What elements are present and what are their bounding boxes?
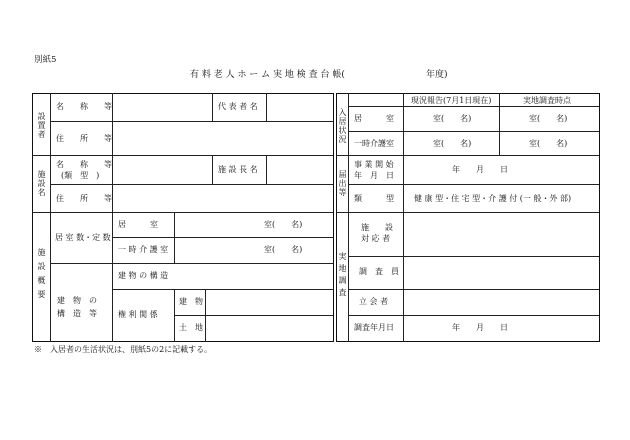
todokede-group-label: 届出等: [338, 170, 347, 197]
facility-name-label: 名 称 等: [56, 160, 112, 169]
residents-ichiji-label: 一時介護室: [354, 139, 394, 148]
type-label: 類 型: [354, 194, 394, 203]
rights-land-label: 土 地: [179, 323, 203, 332]
document-ref: 別紙5: [34, 55, 57, 65]
document-title-year: 年度): [426, 70, 448, 80]
overview-group-label: 施設概要: [37, 248, 46, 304]
residents-ichiji-survey: 室( 名): [529, 139, 568, 148]
kyoshitsu-value: 室( 名): [264, 220, 303, 229]
setter-address-label: 住 所 等: [56, 134, 112, 143]
facility-address-label: 住 所 等: [56, 194, 112, 203]
respondent-label-line2: 対 応 者: [361, 234, 391, 243]
residents-kyoshitsu-survey: 室( 名): [529, 114, 568, 123]
survey-date-label: 調査年月日: [354, 323, 394, 332]
residents-kyoshitsu-current: 室( 名): [433, 114, 472, 123]
facility-group-label: 施設名: [37, 170, 46, 197]
facility-type-label: (類 型 ): [61, 171, 100, 180]
room-count-label: 居 室 数・定 数: [55, 233, 111, 242]
ichiji-label: 一 時 介 護 室: [118, 245, 169, 254]
document-title: 有 料 老 人 ホ ー ム 実 地 検 査 台 帳(: [190, 70, 345, 80]
type-value: 健 康 型・住 宅 型・介 護 付 (一 般・外 部): [414, 194, 572, 203]
kyoshitsu-label: 居 室: [118, 220, 158, 229]
facility-head-label: 施 設 長 名: [218, 165, 258, 174]
rights-building-label: 建 物: [179, 297, 203, 306]
survey-group-label: 実地調査: [338, 252, 347, 300]
setter-name-label: 名 称 等: [56, 102, 112, 111]
inspector-label: 調 査 員: [359, 267, 399, 276]
residents-ichiji-current: 室( 名): [433, 139, 472, 148]
rights-label: 権 利 関 係: [118, 310, 158, 319]
start-date-value: 年 月 日: [452, 165, 508, 174]
start-date-label-line1: 事 業 開 始: [354, 160, 394, 169]
representative-label: 代 表 者 名: [218, 102, 258, 111]
setter-group-label: 設置者: [37, 112, 46, 139]
start-date-label-line2: 年 月 日: [354, 171, 394, 180]
respondent-label-line1: 施 設: [361, 223, 393, 232]
witness-label: 立 会 者: [359, 297, 389, 306]
ichiji-value: 室( 名): [264, 245, 303, 254]
footnote: ※ 入居者の生活状況は、別紙5の2に記載する。: [34, 345, 213, 354]
col-survey-header: 実地調査時点: [523, 96, 571, 105]
col-current-header: 現況報告(7月1日現在): [411, 96, 492, 105]
residents-group-label: 入居状況: [338, 108, 347, 144]
survey-date-value: 年 月 日: [452, 323, 508, 332]
building-structure-label: 建 物 の 構 造: [118, 271, 169, 280]
residents-kyoshitsu-label: 居 室: [354, 114, 394, 123]
building-structure-group-label: 建 物 の 構 造 等: [57, 296, 97, 318]
